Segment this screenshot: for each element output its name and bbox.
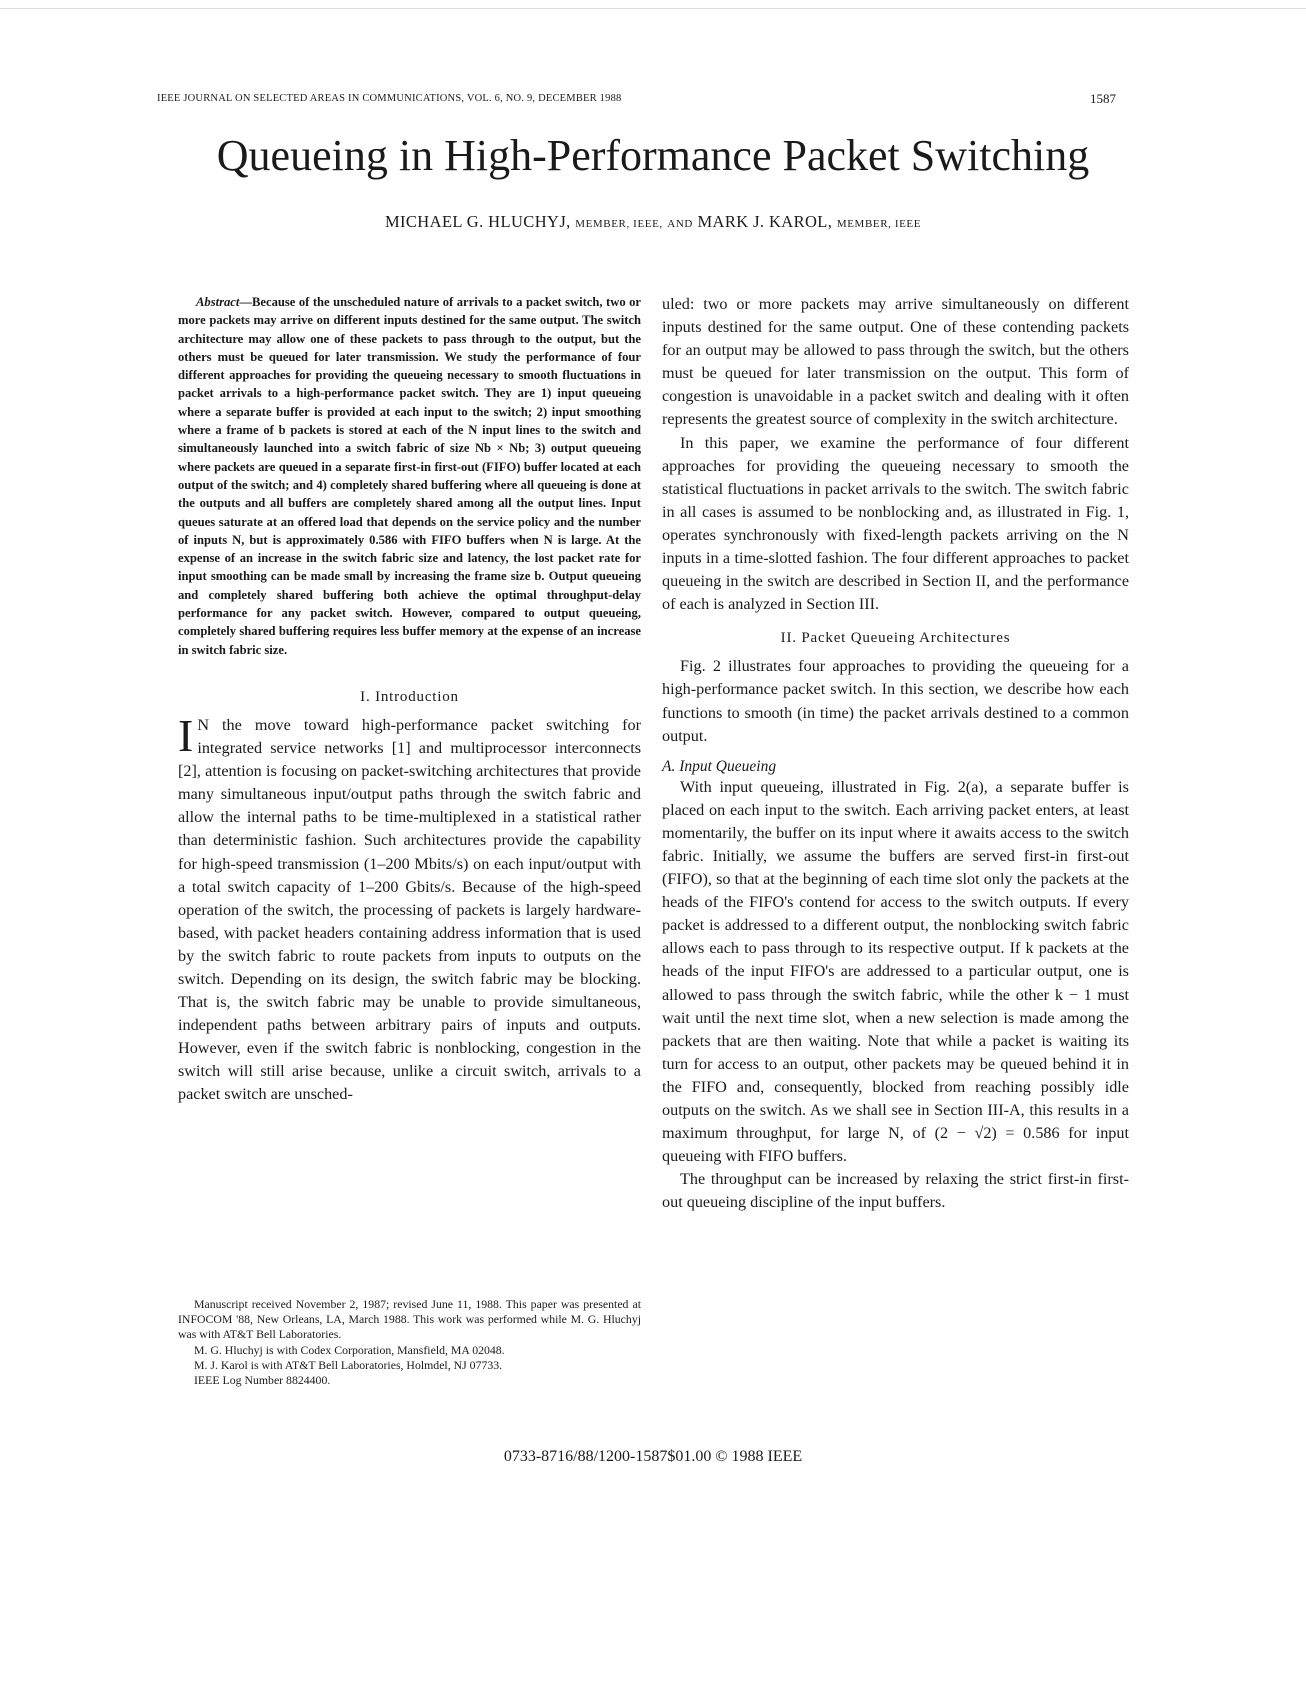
left-column bbox=[178, 293, 641, 1107]
author-2-name: MARK J. KAROL, bbox=[697, 212, 833, 231]
subsection-heading-input-queueing: A. Input Queueing bbox=[662, 757, 777, 775]
body-paragraph: In this paper, we examine the performance of four different approaches for providing the queueing necessary to smooth the statistical fluctuations in packet arrivals to the switch. The switch fabric in all cases is assumed to be nonblocking and, as illustrated in Fig. 1, operates synchronously with fixed-length packets arriving on the N inputs in a time-slotted fashion. The four different approaches to packet queueing in the switch are described in Section II, and the performance of each is analyzed in Section III. bbox=[662, 433, 1129, 614]
page-number: 1587 bbox=[1090, 91, 1116, 106]
author-line bbox=[0, 212, 1306, 232]
footnote-log-number: IEEE Log Number 8824400. bbox=[194, 1373, 331, 1388]
author-1-role: MEMBER, IEEE, bbox=[575, 218, 663, 230]
intro-paragraph: IN the move toward high-performance packet switching for integrated service networks [1] and multiprocessor interconnects [2], attention is focusing on packet-switching architectures that provide many simultaneous input/output paths through the switch fabric and allow the internal paths to be time-multiplexed in a statistical rather than deterministic fashion. Such architectures provide the capability for high-speed transmission (1–200 Mbits/s) on each input/output with a total switch capacity of 1–200 Gbits/s. Because of the high-speed operation of the switch, the processing of packets is largely hardware-based, with packet headers containing address information that is used by the switch fabric to route packets from inputs to outputs on the switch. Depending on its design, the switch fabric may be blocking. That is, the switch fabric may be unable to provide simultaneous, independent paths between arbitrary pairs of inputs and outputs. However, even if the switch fabric is nonblocking, congestion in the switch will still arise because, unlike a circuit switch, arrivals to a packet switch are unsched- bbox=[178, 709, 641, 1104]
paper-title: Queueing in High-Performance Packet Switching bbox=[216, 131, 1090, 180]
abstract-text: —Because of the unscheduled nature of arrivals to a packet switch, two or more packets may arrive on different inputs destined for the same output. The switch architecture may allow one of these packets to pass through to the output, but the others must be queued for later transmission. We study the performance of four different approaches for providing the queueing necessary to smooth fluctuations in packet arrivals to a high-performance packet switch. They are 1) input queueing where a separate buffer is provided at each input to the switch; 2) input smoothing where a frame of b packets is stored at each of the N input lines to the switch and simultaneously launched into a switch fabric of size Nb × Nb; 3) output queueing where packets are queued in a separate first-in first-out (FIFO) buffer located at each output of the switch; and 4) completely shared buffering where all queueing is done at the outputs and all buffers are completely shared among all the output lines. Input queues saturate at an offered load that depends on the service policy and the number of inputs N, but is approximately 0.586 with FIFO buffers when N is large. At the expense of an increase in the switch fabric size and latency, the lost packet rate for input smoothing can be made small by increasing the frame size b. Output queueing and completely shared buffering both achieve the optimal throughput-delay performance for any packet switch. However, compared to output queueing, completely shared buffering requires less buffer memory at the expense of an increase in switch fabric size. bbox=[178, 295, 641, 657]
abstract-label: Abstract bbox=[196, 295, 240, 309]
body-paragraph: With input queueing, illustrated in Fig. 2(a), a separate buffer is placed on each input to the switch. Each arriving packet enters, at least momentarily, the buffer on its input where it awaits access to the switch fabric. Initially, we assume the buffers are served first-in first-out (FIFO), so that at the beginning of each time slot only the packets at the heads of the FIFO's contend for access to the switch outputs. If every packet is addressed to a different output, the nonblocking switch fabric allows each to pass through to its respective output. If k packets at the heads of the input FIFO's are addressed to a particular output, one is allowed to pass through the switch fabric, while the other k − 1 must wait until the next time slot, when a new selection is made among the packets that are then waiting. Note that while a packet is waiting its turn for access to an output, other packets may be queued behind it in the FIFO and, consequently, blocked from reaching possibly idle outputs on the switch. As we shall see in Section III-A, this results in a maximum throughput, for large N, of (2 − √2) = 0.586 for input queueing with FIFO buffers. bbox=[662, 777, 1129, 1166]
author-conjunction: AND bbox=[667, 218, 693, 230]
footnote-author-1: M. G. Hluchyj is with Codex Corporation, Mansfield, MA 02048. bbox=[194, 1342, 505, 1357]
footnote-author-2: M. J. Karol is with AT&T Bell Laboratories, Holmdel, NJ 07733. bbox=[194, 1357, 503, 1372]
author-2-role: MEMBER, IEEE bbox=[836, 218, 922, 230]
top-rule bbox=[0, 8, 1306, 9]
body-paragraph: Fig. 2 illustrates four approaches to providing the queueing for a high-performance packet switch. In this section, we describe how each functions to smooth (in time) the packet arrivals destined to a common output. bbox=[662, 657, 1129, 745]
footnote-manuscript: Manuscript received November 2, 1987; revised June 11, 1988. This paper was presented at INFOCOM '88, New Orleans, LA, March 1988. This work was performed while M. G. Hluchyj was with AT&T Bell Laboratories. bbox=[178, 1297, 641, 1342]
section-heading-introduction: I. Introduction bbox=[360, 688, 459, 705]
abstract bbox=[178, 293, 641, 659]
running-head: IEEE JOURNAL ON SELECTED AREAS IN COMMUNICATIONS, VOL. 6, NO. 9, DECEMBER 1988 bbox=[157, 93, 622, 104]
section-heading-queueing-architectures: II. Packet Queueing Architectures bbox=[780, 630, 1011, 647]
body-paragraph: uled: two or more packets may arrive simultaneously on different inputs destined for the same output. One of these contending packets for an output may be allowed to pass through the switch, but the others must be queued for later transmission on the output. This form of congestion is unavoidable in a packet switch and dealing with it often represents the greatest source of complexity in the switch architecture. bbox=[662, 295, 1129, 429]
author-1-name: MICHAEL G. HLUCHYJ, bbox=[384, 212, 571, 231]
right-column bbox=[662, 293, 1129, 1214]
footnotes bbox=[178, 1297, 641, 1388]
body-paragraph: The throughput can be increased by relaxing the strict first-in first-out queueing discipline of the input buffers. bbox=[662, 1170, 1129, 1212]
copyright-line: 0733-8716/88/1200-1587$01.00 © 1988 IEEE bbox=[503, 1448, 803, 1465]
